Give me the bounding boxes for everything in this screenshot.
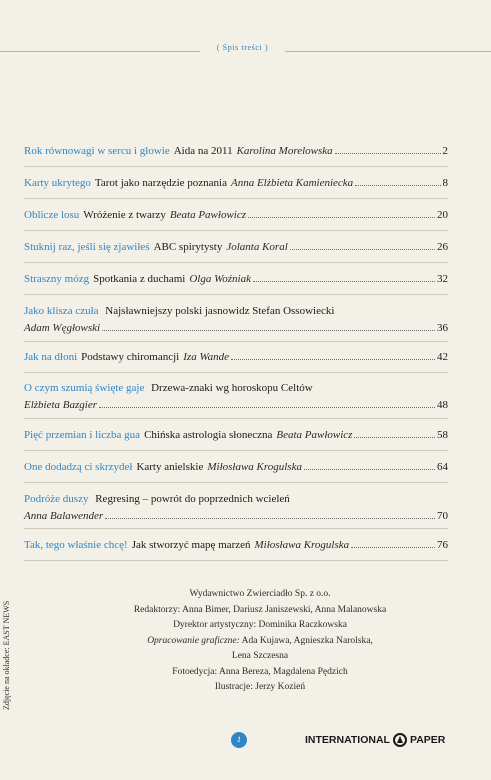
toc-title: Regresing – powrót do poprzednich wcieleń <box>95 493 290 505</box>
toc-leader <box>304 460 435 470</box>
toc-divider <box>24 166 448 167</box>
toc-theme: Straszny mózg <box>24 273 90 285</box>
toc-divider <box>24 528 448 529</box>
toc-author: Adam Węgłowski <box>24 322 101 334</box>
toc-theme: Tak, tego właśnie chcę! <box>24 539 128 551</box>
toc-page-number: 26 <box>437 241 448 253</box>
toc-theme: Oblicze losu <box>24 209 80 221</box>
toc-author: Jolanta Koral <box>226 241 288 253</box>
toc-divider <box>24 341 448 342</box>
toc-page-number: 48 <box>437 399 448 411</box>
credit-photo: Fotoedycja: Anna Bereza, Magdalena Pędzich <box>172 666 348 677</box>
section-title: ( Spis treści ) <box>216 43 269 52</box>
toc-leader <box>354 428 435 438</box>
toc-theme: Podróże duszy <box>24 493 89 505</box>
toc-divider <box>24 482 448 483</box>
toc-title: ABC spirytysty <box>153 241 223 253</box>
toc-entry[interactable] <box>24 428 448 442</box>
toc-author: Miłosława Krogulska <box>207 461 302 473</box>
toc-leader <box>102 321 435 331</box>
toc-theme: Rok równowagi w sercu i głowie <box>24 145 170 157</box>
credit-graphics-names: Ada Kujawa, Agnieszka Narolska, <box>241 635 373 646</box>
toc-author: Karolina Morelowska <box>236 145 333 157</box>
toc-theme: Pięć przemian i liczba gua <box>24 429 141 441</box>
toc-theme: O czym szumią święte gaje <box>24 382 145 394</box>
toc-page-number: 2 <box>442 145 448 157</box>
toc-page-number: 8 <box>442 177 448 189</box>
toc-entry[interactable] <box>24 304 448 335</box>
toc-entry[interactable] <box>24 240 448 254</box>
toc-page-number: 76 <box>437 539 448 551</box>
toc-entry[interactable] <box>24 460 448 474</box>
toc-entry[interactable] <box>24 272 448 286</box>
toc-divider <box>24 262 448 263</box>
toc-page-number: 36 <box>437 322 448 334</box>
toc-page-number: 58 <box>437 429 448 441</box>
toc-divider <box>24 560 448 561</box>
toc-title: Spotkania z duchami <box>93 273 186 285</box>
toc-entry[interactable] <box>24 176 448 190</box>
toc-page-number: 20 <box>437 209 448 221</box>
toc-author: Iza Wande <box>183 351 229 363</box>
toc-leader <box>290 240 435 250</box>
international-paper-logo <box>305 731 465 749</box>
toc-leader <box>355 176 440 186</box>
toc-title: Chińska astrologia słoneczna <box>144 429 273 441</box>
credit-graphics-names-cont: Lena Szczesna <box>231 651 289 661</box>
tree-logo-icon <box>393 733 407 747</box>
toc-entry[interactable] <box>24 350 448 364</box>
toc-leader <box>248 208 435 218</box>
toc-page-number: 64 <box>437 461 448 473</box>
credit-art-director: Dyrektor artystyczny: Dominika Raczkowska <box>173 620 347 630</box>
credit-graphics-label: Opracowanie graficzne: <box>147 635 240 646</box>
toc-entry[interactable] <box>24 492 448 523</box>
toc-author: Anna Elżbieta Kamieniecka <box>230 177 354 189</box>
page-number-badge: 1 <box>231 732 247 748</box>
toc-author: Anna Balawender <box>24 510 104 522</box>
toc-theme: Stuknij raz, jeśli się zjawiłeś <box>24 241 150 253</box>
credit-illustrations: Ilustracje: Jerzy Kozień <box>214 682 306 692</box>
toc-title: Jak stworzyć mapę marzeń <box>131 539 251 551</box>
toc-theme: Karty ukrytego <box>24 177 91 189</box>
toc-leader <box>351 538 435 548</box>
toc-title: Najsławniejszy polski jasnowidz Stefan Ossowiecki <box>105 305 335 317</box>
toc-title: Wróżenie z twarzy <box>83 209 166 221</box>
toc-leader <box>105 509 435 519</box>
toc-theme: Jak na dłoni <box>24 351 78 363</box>
toc-title: Drzewa-znaki wg horoskopu Celtów <box>151 382 313 394</box>
toc-divider <box>24 418 448 419</box>
toc-divider <box>24 198 448 199</box>
toc-author: Beata Pawłowicz <box>276 429 353 441</box>
toc-author: Elżbieta Bazgier <box>24 399 98 411</box>
logo-text-right: PAPER <box>409 734 446 746</box>
toc-leader <box>253 272 435 282</box>
toc-author: Beata Pawłowicz <box>169 209 246 221</box>
toc-page-number: 42 <box>437 351 448 363</box>
toc-title: Tarot jako narzędzie poznania <box>94 177 227 189</box>
toc-title: Karty anielskie <box>136 461 204 473</box>
toc-theme: Jako klisza czuła <box>24 305 99 317</box>
toc-entry[interactable] <box>24 208 448 222</box>
toc-leader <box>231 350 435 360</box>
header-rule-left <box>0 51 200 52</box>
logo-text-left: INTERNATIONAL <box>305 734 390 746</box>
toc-divider <box>24 230 448 231</box>
toc-divider <box>24 372 448 373</box>
toc-entry[interactable] <box>24 144 448 158</box>
toc-page-number: 32 <box>437 273 448 285</box>
toc-entry[interactable] <box>24 538 448 552</box>
toc-entry[interactable] <box>24 381 448 412</box>
toc-divider <box>24 294 448 295</box>
credit-graphics <box>100 634 420 650</box>
toc-author: Olga Woźniak <box>189 273 251 285</box>
toc-page-number: 70 <box>437 510 448 522</box>
toc-title: Podstawy chiromancji <box>81 351 180 363</box>
header-rule-right <box>285 51 491 52</box>
credit-editors: Redaktorzy: Anna Bimer, Dariusz Janiszewski, Anna Malanowska <box>133 604 387 615</box>
toc-divider <box>24 450 448 451</box>
toc-theme: One dodadzą ci skrzydeł <box>24 461 133 473</box>
toc-title: Aida na 2011 <box>173 145 233 157</box>
publisher-credits <box>100 587 420 696</box>
credit-publisher: Wydawnictwo Zwierciadło Sp. z o.o. <box>189 589 331 599</box>
toc-leader <box>99 398 435 408</box>
toc-leader <box>335 144 441 154</box>
section-header <box>0 40 491 62</box>
cover-photo-credit: Zdjęcie na okładce: EAST NEWS <box>2 600 11 710</box>
toc-author: Miłosława Krogulska <box>254 539 350 551</box>
